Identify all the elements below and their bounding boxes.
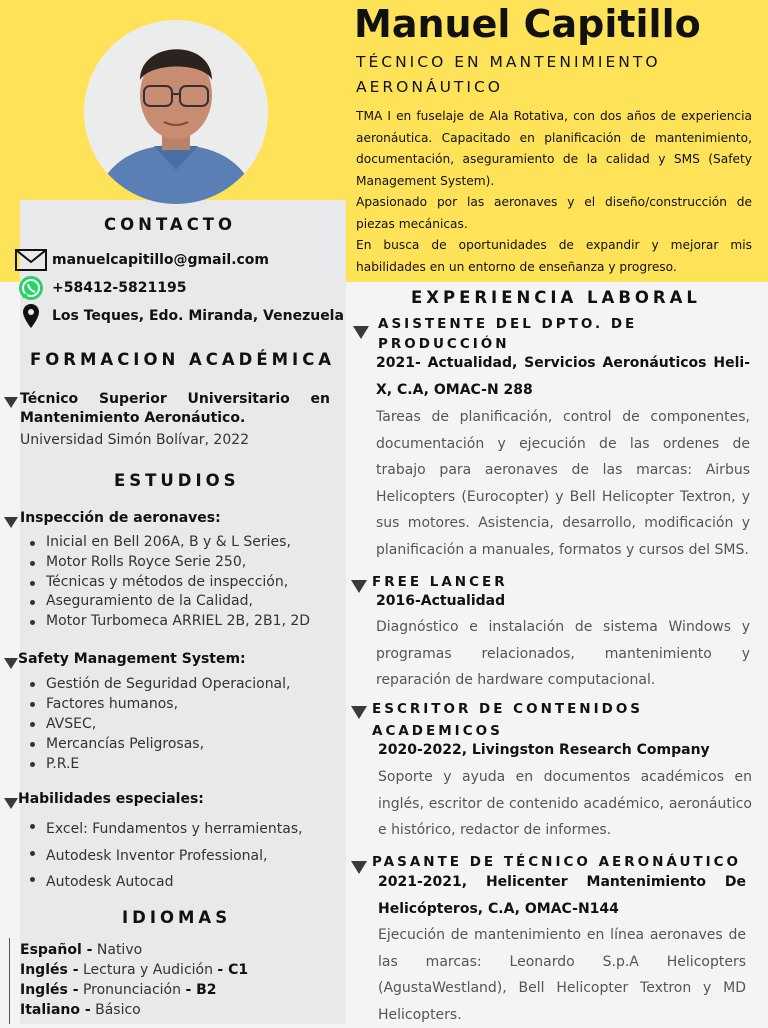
languages-heading: IDIOMAS <box>122 908 232 927</box>
job-title: ESCRITOR DE CONTENIDOS ACADEMICOS <box>372 701 644 739</box>
summary-paragraph: TMA I en fuselaje de Ala Rotativa, con dos años de experiencia aeronáutica. Capacitado en planificación de mantenimiento, documentación, aseguramiento de la calidad y SMS (Safety Management System). <box>356 109 752 188</box>
list-item: P.R.E <box>20 754 290 774</box>
job-title: FREE LANCER <box>372 574 508 590</box>
education-heading: FORMACION ACADÉMICA <box>30 350 336 369</box>
bullet-triangle <box>351 861 367 874</box>
studies-group-heading: Inspección de aeronaves: <box>20 510 221 526</box>
list-item: Aseguramiento de la Calidad, <box>20 592 310 612</box>
language-row <box>20 960 248 980</box>
job-description: Ejecución de mantenimiento en línea aeronaves de las marcas: Leonardo S.p.A Helicopters (AgustaWestland), Bell Helicopter Textron y MD Helicopters. <box>378 927 746 1023</box>
list-item: Mercancías Peligrosas, <box>20 734 290 754</box>
studies-heading: ESTUDIOS <box>114 471 240 490</box>
list-item: Excel: Fundamentos y herramientas, <box>20 816 303 843</box>
bullet-triangle <box>4 517 18 528</box>
bullet-triangle <box>4 658 18 669</box>
education-degree: Técnico Superior Universitario en Mantenimiento Aeronáutico. <box>20 391 330 426</box>
candidate-role: TÉCNICO EN MANTENIMIENTO AERONÁUTICO <box>356 53 661 96</box>
language-name: Inglés - <box>20 962 79 978</box>
summary-paragraph: En busca de oportunidades de expandir y mejorar mis habilidades en un entorno de enseñanza y progreso. <box>356 238 752 274</box>
language-level: Lectura y Audición <box>78 962 218 978</box>
bullet-triangle <box>351 706 367 719</box>
bullet-triangle <box>4 798 18 809</box>
language-level: Pronunciación <box>78 982 186 998</box>
whatsapp-icon <box>14 276 48 300</box>
language-name: Italiano - <box>20 1002 91 1018</box>
list-item: Motor Turbomeca ARRIEL 2B, 2B1, 2D <box>20 612 310 632</box>
job-subtitle: 2020-2022, Livingston Research Company <box>378 742 710 758</box>
location-pin-icon <box>14 304 48 328</box>
language-code: - B2 <box>185 982 217 998</box>
bullet-triangle <box>351 580 367 593</box>
contact-phone-row[interactable] <box>14 276 186 300</box>
job-description: Diagnóstico e instalación de sistema Windows y programas relacionados, mantenimiento y reparación de hardware computacional. <box>376 619 750 688</box>
language-row <box>20 980 248 1000</box>
languages-list <box>20 940 248 1020</box>
envelope-icon <box>14 248 48 272</box>
job-subtitle: 2021-2021, Helicenter Mantenimiento De Helicópteros, C.A, OMAC-N144 <box>378 874 746 917</box>
language-code: - C1 <box>217 962 249 978</box>
list-item: Autodesk Inventor Professional, <box>20 843 303 870</box>
studies-group-heading: Safety Management System: <box>18 651 246 667</box>
profile-photo <box>84 20 268 204</box>
contact-heading: CONTACTO <box>104 215 237 234</box>
list-item: Motor Rolls Royce Serie 250, <box>20 553 310 573</box>
list-item: Factores humanos, <box>20 694 290 714</box>
studies-list <box>20 674 290 774</box>
bullet-triangle <box>353 326 369 339</box>
candidate-name: Manuel Capitillo <box>354 2 701 46</box>
contact-location-row <box>14 304 344 328</box>
contact-email-row[interactable] <box>14 248 269 272</box>
education-school: Universidad Simón Bolívar, 2022 <box>20 432 250 448</box>
list-item: Inicial en Bell 206A, B y & L Series, <box>20 533 310 553</box>
list-item: Técnicas y métodos de inspección, <box>20 573 310 593</box>
list-item: Autodesk Autocad <box>20 869 303 896</box>
languages-rule <box>9 938 10 1024</box>
studies-list <box>20 533 310 632</box>
contact-location: Los Teques, Edo. Miranda, Venezuela <box>52 308 344 324</box>
language-name: Español - <box>20 942 93 958</box>
contact-phone[interactable]: +58412-5821195 <box>52 280 187 296</box>
bullet-triangle <box>4 397 18 408</box>
language-level: Nativo <box>92 942 143 958</box>
language-row <box>20 1000 248 1020</box>
job-description: Soporte y ayuda en documentos académicos en inglés, escritor de contenido académico, aeronáutico e histórico, redactor de informes. <box>378 769 752 838</box>
job-title: ASISTENTE DEL DPTO. DE PRODUCCIÓN <box>378 316 638 352</box>
job-description: Tareas de planificación, control de componentes, documentación y ejecución de las ordenes de trabajo para aeronaves de las marcas: Airbus Helicopters (Eurocopter) y Bell Helicopter Textron, y sus motores. Asistencia, desarrollo, modificación y planificación a manuales, formatos y cursos del SMS. <box>376 409 750 558</box>
language-name: Inglés - <box>20 982 79 998</box>
studies-list <box>20 816 303 896</box>
profile-summary <box>356 106 752 278</box>
experience-heading: EXPERIENCIA LABORAL <box>411 288 701 307</box>
job-subtitle: 2016-Actualidad <box>376 593 506 609</box>
job-title: PASANTE DE TÉCNICO AERONÁUTICO <box>372 854 742 870</box>
contact-email[interactable]: manuelcapitillo@gmail.com <box>52 252 270 268</box>
language-level: Básico <box>90 1002 141 1018</box>
language-row <box>20 940 248 960</box>
summary-paragraph: Apasionado por las aeronaves y el diseño/construcción de piezas mecánicas. <box>356 195 752 231</box>
list-item: AVSEC, <box>20 714 290 734</box>
studies-group-heading: Habilidades especiales: <box>18 791 204 807</box>
list-item: Gestión de Seguridad Operacional, <box>20 674 290 694</box>
job-subtitle: 2021- Actualidad, Servicios Aeronáuticos Heli-X, C.A, OMAC-N 288 <box>376 355 750 398</box>
